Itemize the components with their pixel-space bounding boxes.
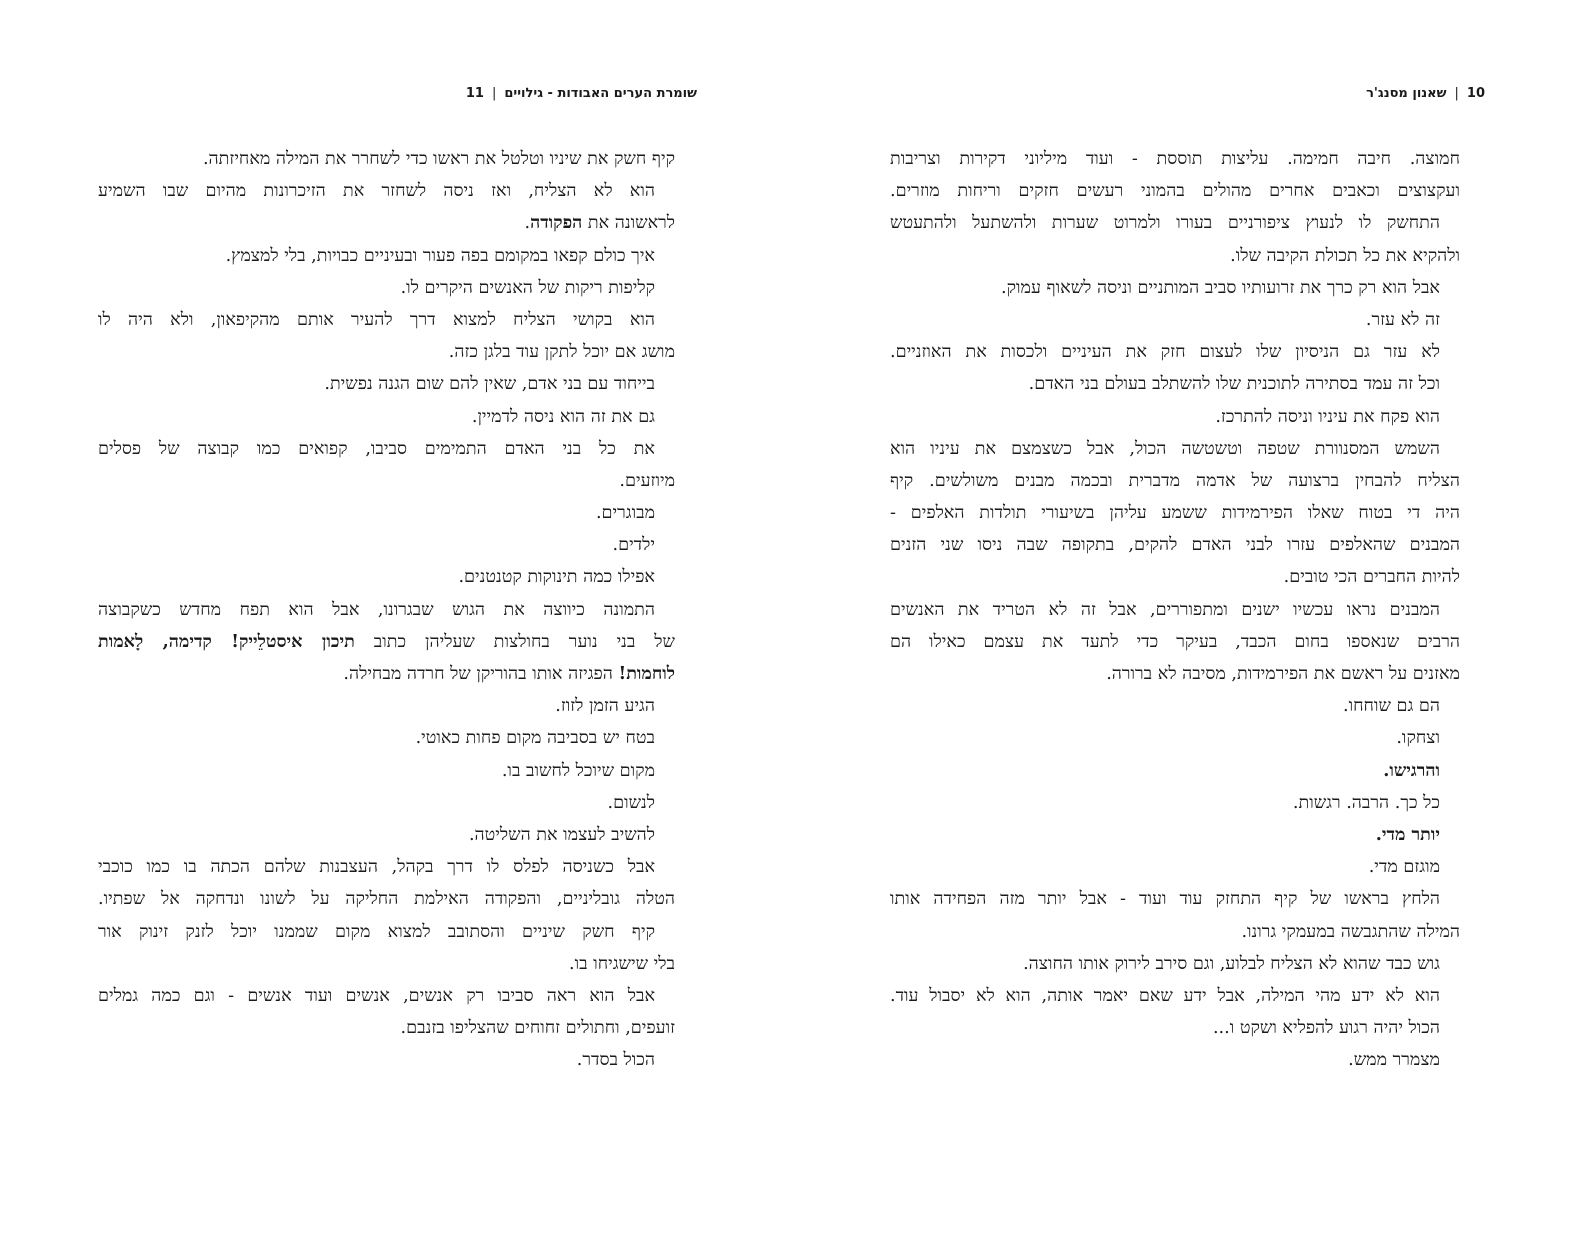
line-text: בייחוד עם בני אדם, שאין להם שום הגנה נפשית. (324, 374, 655, 395)
text-line (98, 819, 675, 851)
right-page-number: 10 (1466, 86, 1485, 101)
text-line (98, 594, 675, 626)
line-text: מיוזעים. (619, 470, 675, 491)
line-text: זועפים, וחתולים זחוחים שהצליפו בזנבם. (400, 1018, 675, 1039)
text-line (890, 948, 1460, 980)
text-line (890, 1044, 1460, 1076)
text-line (98, 304, 675, 336)
line-text: כל כך. הרבה. רגשות. (1292, 792, 1440, 813)
line-text: ילדים. (612, 535, 655, 556)
text-line (98, 1012, 675, 1044)
line-text: אבל הוא רק כרך את זרועותיו סביב המותניים וניסה לשאוף עמוק. (1001, 277, 1440, 298)
line-text: המילה שהתגבשה במעמקי גרונו. (1241, 921, 1460, 942)
text-line (890, 143, 1460, 175)
line-text: לראשונה את (582, 213, 675, 234)
text-line (890, 497, 1460, 529)
left-header-title: שומרת הערים האבודות - גילויים (504, 86, 697, 101)
line-text: הם גם שוחחו. (1343, 696, 1440, 717)
text-line (98, 916, 675, 948)
line-text: לנשום. (607, 792, 655, 813)
right-running-header (1366, 86, 1485, 101)
text-line (98, 143, 675, 175)
text-line (98, 175, 675, 207)
text-line (890, 1012, 1460, 1044)
line-text: מאזנים על ראשם את הפירמידות, מסיבה לא ברורה. (1106, 664, 1460, 684)
text-line (98, 207, 675, 239)
text-line (890, 240, 1460, 272)
text-line (890, 336, 1460, 368)
left-running-header (466, 86, 697, 101)
bold-text: תיכון איסטלֵייק! קדימה, לָאמות (98, 630, 355, 652)
text-line (98, 1044, 675, 1076)
right-page (798, 0, 1595, 1241)
line-text: מבוגרים. (595, 503, 655, 524)
line-text: מצמרר ממש. (1348, 1050, 1440, 1071)
line-text: הוא לא ידע מהי המילה, אבל ידע שאם יאמר אותה, הוא לא יסבול עוד. (890, 985, 1440, 1006)
bold-text: לוחמות! (618, 663, 675, 684)
line-text: ולהקיא את כל תכולת הקיבה שלו. (1230, 245, 1460, 266)
text-line (890, 272, 1460, 304)
text-line (98, 561, 675, 593)
text-line (98, 433, 675, 465)
text-line (890, 980, 1460, 1012)
line-text: קיף חשק שיניים והסתובב למצוא מקום שממנו יוכל לזנק זינוק אור (98, 921, 655, 942)
text-line (890, 433, 1460, 465)
text-line (890, 690, 1460, 722)
line-text-after: הפגיזה אותו בהוריקן של חרדה מבחילה. (343, 664, 619, 684)
text-line (890, 561, 1460, 593)
text-line (98, 722, 675, 754)
text-line (890, 883, 1460, 915)
line-text: השמש המסנוורת שטפה וטשטשה הכול, אבל כשצמצם את עיניו הוא (890, 438, 1440, 459)
line-text: גוש כבד שהוא לא הצליח לבלוע, וגם סירב לירוק אותו החוצה. (1023, 953, 1440, 974)
text-line (98, 336, 675, 368)
line-text: הצליח להבחין ברצועה של אדמה מדברית ובכמה מבנים משולשים. קיף (890, 470, 1460, 491)
line-text: הלחץ בראשו של קיף התחזק עוד ועוד - אבל יותר מזה הפחידה אותו (890, 889, 1440, 910)
line-text: לא עזר גם הניסיון שלו לעצום חזק את העיניים ולכסות את האוזניים. (890, 342, 1440, 363)
line-text: וצחקו. (1396, 728, 1440, 749)
text-line (98, 851, 675, 883)
text-line (98, 883, 675, 915)
text-line (98, 626, 675, 658)
bold-text: הפקודה (530, 212, 583, 234)
line-text: להיות החברים הכי טובים. (1283, 567, 1460, 588)
line-text: את כל בני האדם התמימים סביבו, קפואים כמו קבוצה של פסלים (98, 438, 655, 459)
line-text: קיף חשק את שיניו וטלטל את ראשו כדי לשחרר את המילה מאחיזתה. (202, 149, 675, 169)
text-line (890, 368, 1460, 400)
line-text: אבל הוא ראה סביבו רק אנשים, אנשים ועוד אנשים - וגם כמה גמלים (98, 985, 655, 1006)
text-line (98, 529, 675, 561)
line-text: המבנים שהאלפים עזרו לבני האדם להקים, בתקופה שבה ניסו שני הזנים (890, 535, 1460, 556)
line-text: המבנים נראו עכשיו ישנים ומתפוררים, אבל זה לא הטריד את האנשים (890, 599, 1440, 620)
line-text-after: . (524, 213, 531, 234)
text-line (890, 529, 1460, 561)
text-line (890, 401, 1460, 433)
text-line (98, 690, 675, 722)
line-text: הוא פקח את עיניו וניסה להתרכז. (1215, 406, 1440, 427)
text-line (890, 207, 1460, 239)
line-text: היה די בטוח שאלו הפירמידות ששמע עליהן בשיעורי תולדות האלפים - (890, 503, 1460, 524)
line-text: הגיע הזמן לזוז. (555, 696, 655, 717)
bold-text: יותר מדי. (1375, 823, 1440, 845)
left-page-text (98, 143, 675, 1076)
line-text: התמונה כיווצה את הגוש שבגרונו, אבל הוא תפח מחדש כשקבוצה (98, 599, 655, 620)
text-line (98, 240, 675, 272)
line-text: מושג אם יוכל לתקן עוד בלגן כזה. (448, 342, 675, 363)
line-text: איך כולם קפאו במקומם בפה פעור ובעיניים כבויות, בלי למצמץ. (225, 245, 655, 266)
text-line (890, 819, 1460, 851)
text-line (98, 980, 675, 1012)
left-page (0, 0, 797, 1241)
line-text: אפילו כמה תינוקות קטנטנים. (458, 567, 655, 588)
line-text: גם את זה הוא ניסה לדמיין. (471, 406, 655, 427)
line-text: בטח יש בסביבה מקום פחות כאוטי. (415, 728, 655, 749)
line-text: מוגזם מדי. (1368, 857, 1440, 878)
line-text: ועקצוצים וכאבים אחרים מהולים בהמוני רעשים חזקים וריחות מוזרים. (890, 181, 1460, 202)
right-header-separator: | (1454, 86, 1459, 101)
line-text: להשיב לעצמו את השליטה. (468, 824, 655, 845)
text-line (98, 948, 675, 980)
line-text: מקום שיוכל לחשוב בו. (501, 760, 655, 781)
line-text: זה לא עזר. (1365, 309, 1440, 330)
line-text: אבל כשניסה לפלס לו דרך בקהל, העצבנות שלהם הכתה בו כמו כוכבי (98, 857, 655, 878)
line-text: הטלה גובליניים, והפקודה האילמת החליקה על לשונו ונדחקה אל שפתיו. (98, 889, 675, 910)
line-text: התחשק לו לנעוץ ציפורניים בעורו ולמרוט שערות ולהשתעל ולהתעטש (890, 213, 1440, 234)
text-line (98, 755, 675, 787)
left-page-number: 11 (465, 86, 484, 101)
line-text: וכל זה עמד בסתירה לתוכנית שלו להשתלב בעולם בני האדם. (1028, 374, 1440, 395)
line-text: הרבים שנאספו בחום הכבד, בעיקר כדי לתעד את עצמם כאילו הם (890, 631, 1460, 652)
right-page-text (890, 143, 1460, 1076)
text-line (890, 626, 1460, 658)
line-text: קליפות ריקות של האנשים היקרים לו. (400, 277, 655, 298)
line-text: חמוצה. חיבה חמימה. עליצות תוססת - ועוד מיליוני דקירות וצריבות (890, 149, 1460, 169)
text-line (890, 594, 1460, 626)
text-line (890, 465, 1460, 497)
text-line (890, 175, 1460, 207)
text-line (98, 497, 675, 529)
line-text: בלי שישגיחו בו. (569, 953, 675, 974)
text-line (98, 658, 675, 690)
text-line (890, 851, 1460, 883)
text-line (98, 401, 675, 433)
text-line (890, 787, 1460, 819)
line-text: הכול יהיה רגוע להפליא ושקט ו... (1212, 1018, 1440, 1039)
line-text: הכול בסדר. (576, 1050, 655, 1071)
text-line (98, 787, 675, 819)
text-line (890, 658, 1460, 690)
line-text: הוא לא הצליח, ואז ניסה לשחזר את הזיכרונות מהיום שבו השמיע (98, 181, 655, 202)
line-text: של בני נוער בחולצות שעליהן כתוב (354, 631, 675, 652)
text-line (98, 465, 675, 497)
text-line (890, 304, 1460, 336)
line-text: הוא בקושי הצליח למצוא דרך להעיר אותם מהקיפאון, ולא היה לו (98, 309, 655, 330)
left-header-separator: | (491, 86, 497, 101)
text-line (890, 916, 1460, 948)
right-header-title: שאנון מסנג'ר (1366, 86, 1447, 101)
text-line (98, 368, 675, 400)
text-line (890, 755, 1460, 787)
text-line (890, 722, 1460, 754)
bold-text: והרגישו. (1383, 759, 1440, 781)
text-line (98, 272, 675, 304)
